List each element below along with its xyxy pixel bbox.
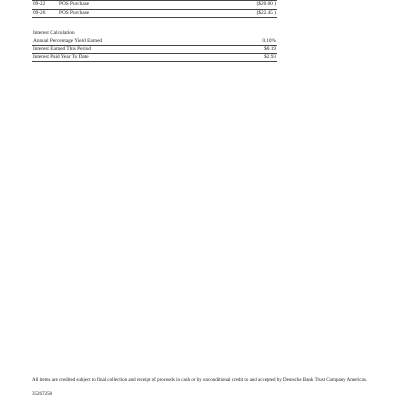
transaction-description: POS Purchase [59,9,90,16]
interest-calculation-section [32,31,277,62]
interest-row [32,46,277,54]
transaction-amount: ($22.45 ) [256,9,276,16]
collection-disclaimer: All items are credited subject to final collection and receipt of proceeds in cash or by unconditional credit to and accepted by Deutsche Bank Trust Company Americas. [32,378,368,383]
document-id: 35267258 [32,392,52,397]
interest-row [32,54,277,62]
interest-section-title: Interest Calculation [33,30,75,36]
interest-row [32,38,277,46]
interest-value: $0.19 [264,45,276,52]
interest-label: Interest Paid Year To Date [33,53,89,60]
transaction-row [32,10,277,19]
transactions-table [32,0,277,18]
interest-label: Interest Earned This Period [33,45,92,52]
interest-value: 0.10% [262,37,276,44]
transaction-row [32,2,277,10]
transaction-amount: ($20.00 ) [256,1,276,8]
transaction-date: 09-26 [33,9,46,16]
interest-value: $2.93 [264,53,276,60]
transaction-date: 09-22 [33,1,46,8]
interest-label: Annual Percentage Yield Earned [33,37,103,44]
transaction-description: POS Purchase [59,1,90,8]
